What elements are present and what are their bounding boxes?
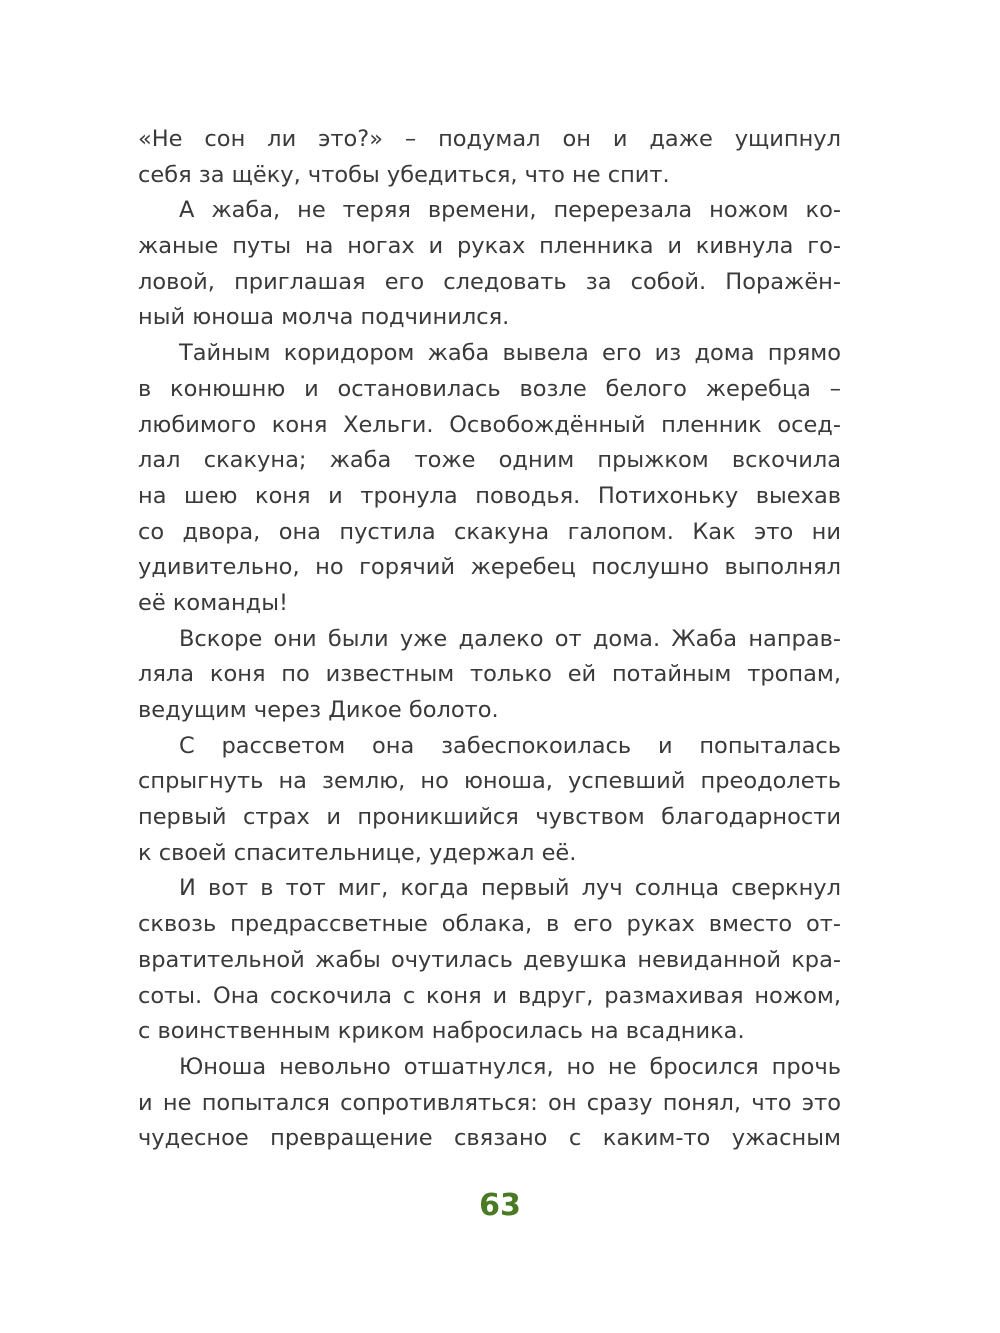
text-line: Тайным коридором жаба вывела его из дома прямо [179, 340, 841, 367]
text-line: Вскоре они были уже далеко от дома. Жаба направ- [179, 625, 841, 652]
paragraph-5 [138, 729, 841, 872]
text-line: удивительно, но горячий жеребец послушно выполнял [138, 554, 841, 581]
paragraph-4 [138, 622, 841, 729]
text-line: Юноша невольно отшатнулся, но не бросился прочь [179, 1053, 841, 1080]
text-line: чудесное превращение связано с каким-то ужасным [138, 1125, 841, 1152]
text-line: любимого коня Хельги. Освобождённый пленник осед- [138, 411, 841, 438]
text-line: спрыгнуть на землю, но юноша, успевший преодолеть [138, 768, 841, 795]
text-line: первый страх и проникшийся чувством благодарности [138, 804, 841, 831]
text-line: ляла коня по известным только ей потайным тропам, [138, 661, 841, 688]
page-number: 63 [479, 1188, 521, 1223]
text-line: ведущим через Дикое болото. [138, 697, 499, 723]
text-line: вратительной жабы очутилась девушка невиданной кра- [138, 946, 841, 973]
text-line: С рассветом она забеспокоилась и попыталась [179, 732, 841, 759]
page-body-text [138, 122, 841, 1157]
text-line: с воинственным криком набросилась на всадника. [138, 1018, 745, 1045]
text-line: её команды! [138, 589, 289, 616]
paragraph-7 [138, 1050, 841, 1157]
paragraph-3 [138, 336, 841, 622]
text-line: жаные путы на ногах и руках пленника и кивнула го- [138, 233, 841, 260]
text-line: на шею коня и тронула поводья. Потихоньку выехав [138, 482, 841, 509]
text-line: И вот в тот миг, когда первый луч солнца сверкнул [179, 875, 841, 902]
text-line: со двора, она пустила скакуна галопом. Как это ни [138, 518, 841, 545]
text-line: к своей спасительнице, удержал её. [138, 839, 577, 866]
text-line: соты. Она соскочила с коня и вдруг, размахивая ножом, [138, 982, 841, 1009]
paragraph-2 [138, 193, 841, 336]
text-line: и не попытался сопротивляться: он сразу понял, что это [138, 1089, 841, 1116]
text-line: в конюшню и остановилась возле белого жеребца – [138, 375, 841, 402]
paragraph-6 [138, 871, 841, 1049]
text-line: себя за щёку, чтобы убедиться, что не спит. [138, 161, 670, 188]
paragraph-1 [138, 122, 841, 193]
text-line: ный юноша молча подчинился. [138, 304, 510, 331]
text-line: А жаба, не теряя времени, перерезала ножом ко- [179, 197, 841, 224]
text-line: лал скакуна; жаба тоже одним прыжком вскочила [138, 447, 841, 474]
text-line: ловой, приглашая его следовать за собой. Поражён- [138, 268, 841, 295]
text-line: «Не сон ли это?» – подумал он и даже ущипнул [138, 126, 841, 152]
text-line: сквозь предрассветные облака, в его руках вместо от- [138, 911, 841, 938]
